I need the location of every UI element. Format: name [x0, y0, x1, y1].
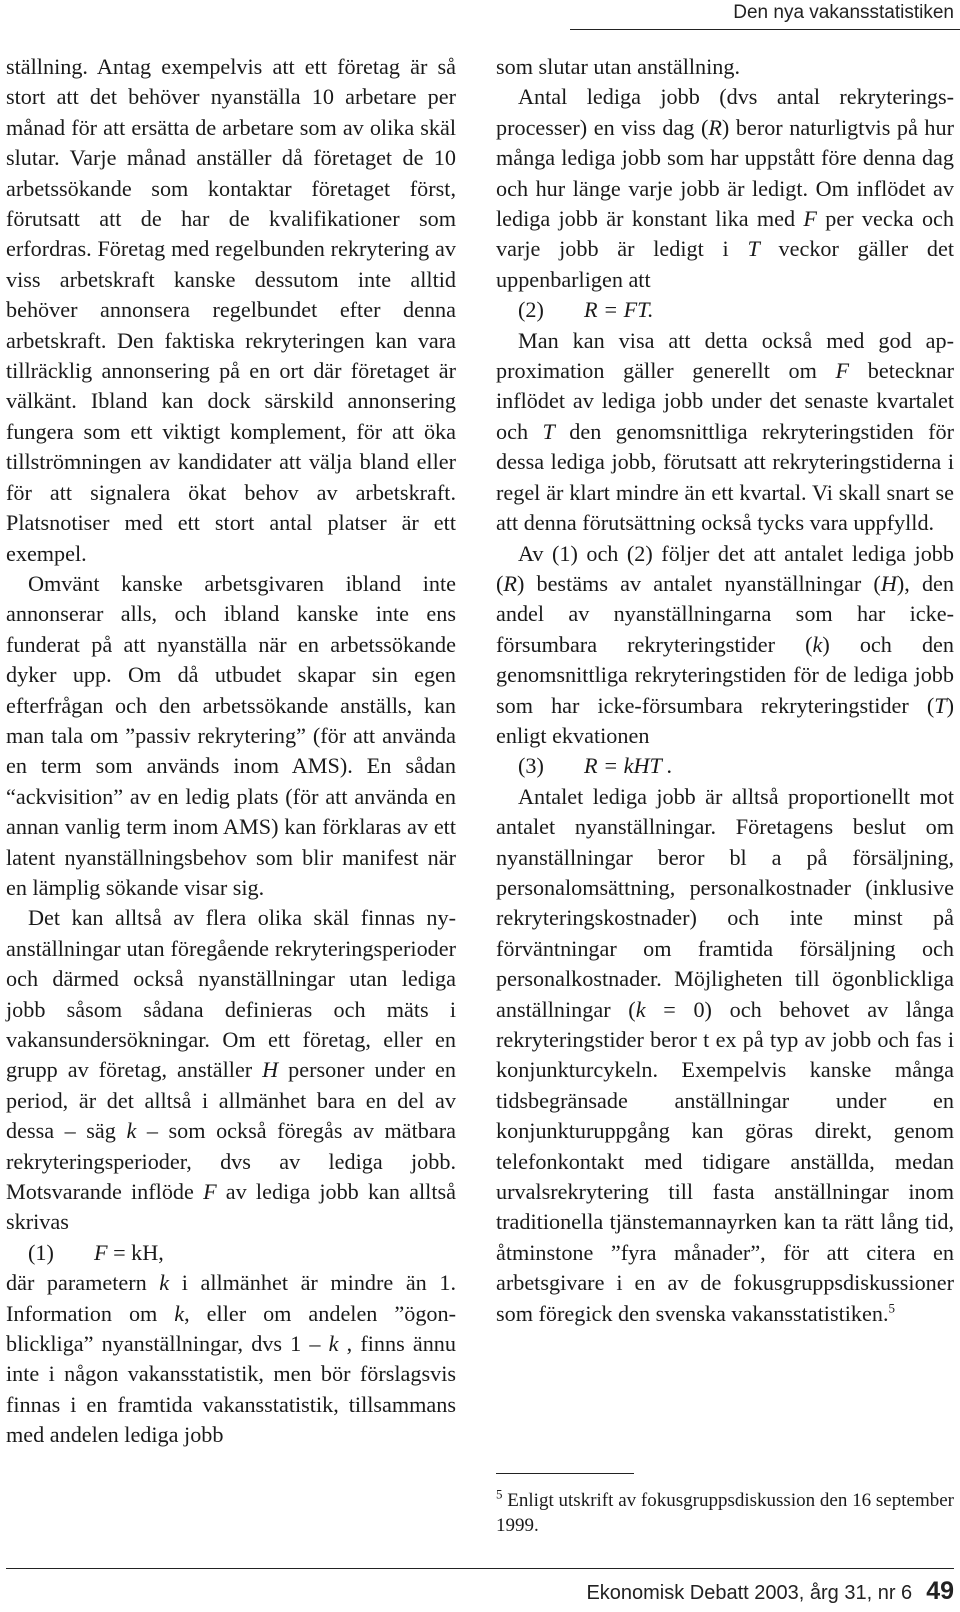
page-number: 49 [926, 1577, 954, 1605]
variable-F: F [203, 1179, 217, 1205]
right-paragraph-1: som slutar utan anställning. [496, 54, 741, 79]
footnote-text: Enligt utskrift av fokusgruppsdiskussion den 16 september 1999. [496, 1490, 954, 1536]
left-paragraph-2: Omvänt kanske arbetsgivaren ibland inte annonserar alls, och ibland kanske inte ens funderat på att nyanställa när en arbetssökande dyker upp. Om då utbudet skapar sin egen efterfrågan och den arbetssökande anställs, kan man tala om ”passiv rekrytering” (för att använda en term som används inom AMS). En sådan “ackvisition” av en ledig plats (för att använda en annan vanlig term inom AMS) kan förklaras av ett latent nyanställningsbehov som blir manifest när en lämplig sökande visar sig. [6, 570, 456, 900]
variable-H: H [262, 1057, 279, 1083]
footnote-number: 5 [496, 1486, 503, 1502]
right-paragraph-3: Man kan visa att detta också med god approximation gäller generellt om F betecknar inflödet av lediga jobb under det senaste kvartalet och T den genomsnittliga rekryteringstiden för dessa lediga jobb, förutsatt att rekryteringstiderna i regel är klart mindre än ett kvartal. Vi skall snart se att denna förutsättning också tycks vara uppfylld. [496, 327, 954, 536]
footnote-reference[interactable]: 5 [888, 1300, 896, 1316]
equation-1-number: (1) [28, 1239, 54, 1265]
equation-2-number: (2) [518, 297, 544, 323]
equation-3-number: (3) [518, 753, 544, 779]
left-paragraph-1: ställning. Antag exempelvis att ett företag är så stort att det behöver nyanställa 10 arbetare per månad för att ersätta de arbetare som av olika skäl slutar. Varje månad anställer då företaget de 10 arbetssökande som kontaktar företaget först, förutsatt att de har de kvalifikationer som erfordras. Företag med regelbunden rekrytering av viss arbetskraft kanske dessutom inte alltid behöver annonsera regelbundet efter denna arbetskraft. Den faktiska rekryteringen kan vara tillräcklig annonsering på en ort där företaget är välkänt. Ibland kan dock särskild annonsering fungera som ett viktigt komplement, för att öka tillströmningen av kandidater att välja bland eller för att signalera ökat behov av arbetskraft. Platsnotiser med ett stort antal platser är ett exempel. [6, 54, 456, 566]
running-title: Den nya vakansstatistiken [733, 2, 954, 23]
footnote-divider [496, 1473, 634, 1474]
footnote [496, 1488, 954, 1538]
equation-3: (3) R = kHT . [496, 751, 954, 781]
left-paragraph-3: Det kan alltså av flera olika skäl finnas nyanställningar utan föregående rekryteringsperioder och därmed också nyanställningar utan lediga jobb såsom sådana definieras och mäts i vakansundersökningar. Om ett företag, eller en grupp av företag, anställer H personer under en period, är det alltså i allmänhet bara en del av dessa – säg k – som också föregås av mätbara rekryteringsperioder, dvs av lediga jobb. Motsvarande inflöde F av lediga jobb kan alltså skrivas [6, 905, 456, 1235]
left-column [6, 52, 456, 1451]
right-column [496, 52, 954, 1329]
footer-divider [6, 1568, 954, 1569]
right-paragraph-4: Av (1) och (2) följer det att antalet lediga jobb (R) bestäms av antalet nyanställningar (H), den andel av nyanställningarna som har icke-försumbara rekryteringstider (k) och den genomsnittliga rekryteringstiden för de lediga jobb som har icke-försumbara rekryteringstider (T) enligt ekvationen [496, 540, 954, 748]
equation-2: (2) R = FT. [496, 295, 954, 325]
page-footer [586, 1574, 954, 1608]
right-paragraph-5: Antalet lediga jobb är alltså proportionellt mot antalet nyanställningar. Företagens beslut om nyanställningar beror bl a på försäljning, personalomsättning, personalkostnader (inklusive rekryteringskostnader) och inte minst på förväntningar om framtida försäljning och personalkostnader. Möjligheten till ögonblickliga anställningar (k = 0) och behovet av långa rekryteringstider beror t ex på typ av jobb och fas i konjunkturcykeln. Exempelvis kanske många tidsbegränsade anställningar under en konjunkturuppgång kan göras direkt, genom telefonkontakt med tidigare anställda, medan urvalsrekrytering till fasta anställningar inom traditionella tjänstemannayrken kan ta rätt lång tid, åtminstone ”fyra månader”, för att citera en arbetsgivare i en av de fokusgruppsdiskussioner som föregick den svenska vakansstatistiken.$^5$ [496, 783, 954, 1326]
equation-1: (1) F = kH, [6, 1238, 456, 1268]
running-head [570, 0, 960, 30]
left-paragraph-4: där parametern k i allmänhet är mindre än 1. Information om k, eller om andelen ”ögonblickliga” nyanställningar, dvs 1 – k , finns ännu inte i någon vakansstatistik, men bör förslagsvis finnas i en framtida vakansstatistik, tillsammans med andelen lediga jobb [6, 1270, 457, 1448]
journal-citation: Ekonomisk Debatt 2003, årg 31, nr 6 [586, 1582, 913, 1604]
right-paragraph-2: Antal lediga jobb (dvs antal rekryteringsprocesser) en viss dag (R) beror naturligtvis på hur många lediga jobb som har uppstått före denna dag och hur länge varje jobb är ledigt. Om inflödet av lediga jobb är konstant lika med F per vecka och varje jobb är ledigt i T veckor gäller det uppenbarligen att [496, 84, 955, 292]
variable-k: k [126, 1118, 137, 1144]
